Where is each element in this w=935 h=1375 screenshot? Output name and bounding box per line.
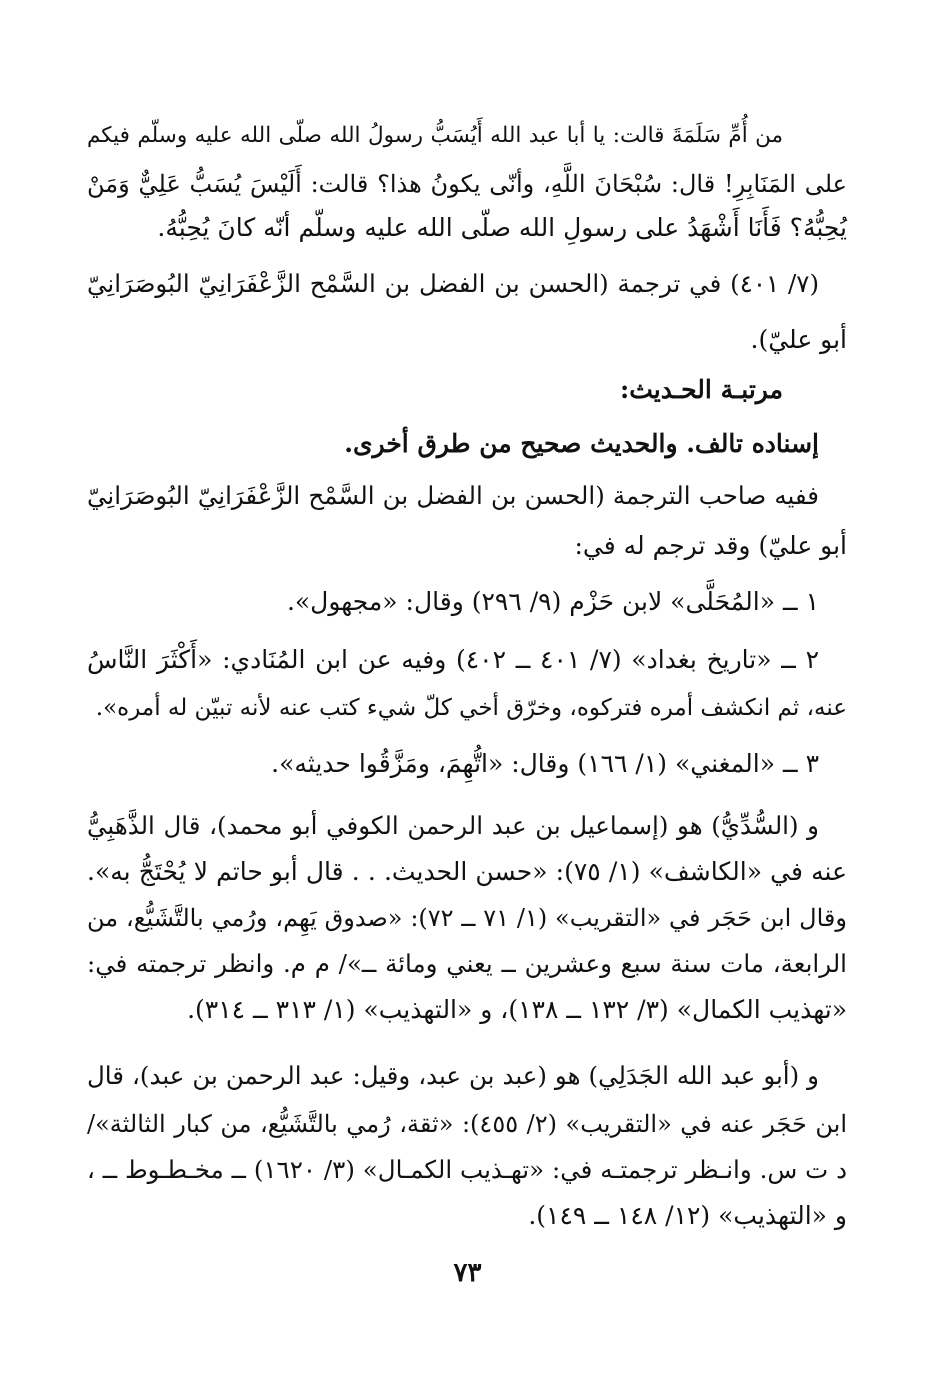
list-item: ٣ ــ «المغني» (١/ ١٦٦) وقال: «اتُّهِمَ، ومَزَّقُوا حديثه». [271,749,819,778]
list-item: ٢ ــ «تاريخ بغداد» (٧/ ٤٠١ ــ ٤٠٢) وفيه عن ابن المُنَادي: «أَكْثَرَ النَّاسُ [87,645,819,674]
text-line: ابن حَجَر عنه في «التقريب» (٢/ ٤٥٥): «ثقة، رُمي بالتَّشَيُّع، من كبار الثالثة»/ [87,1110,848,1138]
text-line: الرابعة، مات سنة سبع وعشرين ــ يعني ومائة ــ»/ م م. وانظر ترجمته في: [87,949,847,978]
page-number: ٧٣ [453,1258,482,1288]
text-line: ففيه صاحب الترجمة (الحسن بن الفضل بن السَّمْح الزَّعْفَرَانِيّ البُوصَرَانِيّ [87,481,819,510]
text-line: يُحِبُّهُ؟ فَأَنَا أَشْهَدُ على رسولِ الله صلّى الله عليه وسلّم أنّه كانَ يُحِبُّهُ. [157,213,847,242]
text-line: أبو عليّ) وقد ترجم له في: [574,531,847,560]
list-item: عنه، ثم انكشف أمره فتركوه، وخرّق أخي كلّ شيء كتب عنه لأنه تبيّن له أمره». [95,695,847,721]
text-line: و «التهذيب» (١٢/ ١٤٨ ــ ١٤٩). [528,1201,847,1230]
citation-line: (٧/ ٤٠١) في ترجمة (الحسن بن الفضل بن السَّمْح الزَّعْفَرَانِيّ البُوصَرَانِيّ [87,269,820,298]
text-line: و (أبو عبد الله الجَدَلِي) هو (عبد بن عبد، وقيل: عبد الرحمن بن عبد)، قال [87,1061,819,1090]
section-heading: مرتبـة الحـديث: [619,375,783,404]
citation-line: أبو عليّ). [750,325,847,354]
text-line: د ت س. وانـظر ترجمتـه في: «تهـذيب الكمـال» (٣/ ١٦٢٠) ــ مخـطـوط ــ ، [87,1155,847,1184]
text-line: و (السُّدِّيُّ) هو (إسماعيل بن عبد الرحمن الكوفي أبو محمد)، قال الذَّهَبِيُّ [87,811,819,840]
verdict-line: إسناده تالف. والحديث صحيح من طرق أخرى. [344,429,819,458]
text-line: من أُمِّ سَلَمَةَ قالت: يا أبا عبد الله أَيُسَبُّ رسولُ الله صلّى الله عليه وسلّم فيكم [87,123,783,148]
text-line: عنه في «الكاشف» (١/ ٧٥): «حسن الحديث. . . قال أبو حاتم لا يُحْتَجُّ به». [87,857,847,886]
text-line: «تهذيب الكمال» (٣/ ١٣٢ ــ ١٣٨)، و «التهذيب» (١/ ٣١٣ ــ ٣١٤). [187,995,847,1024]
text-line: على المَنَابِرِ! قال: سُبْحَانَ اللَّهِ، وأنّى يكونُ هذا؟ قالت: أَلَيْسَ يُسَبُّ عَلِيٌّ وَمَنْ [87,170,847,198]
text-line: وقال ابن حَجَر في «التقريب» (١/ ٧١ ــ ٧٢): «صدوق يَهِم، ورُمي بالتَّشَيُّع، من [87,904,847,932]
list-item: ١ ــ «المُحَلَّى» لابن حَزْم (٩/ ٢٩٦) وقال: «مجهول». [286,587,819,616]
